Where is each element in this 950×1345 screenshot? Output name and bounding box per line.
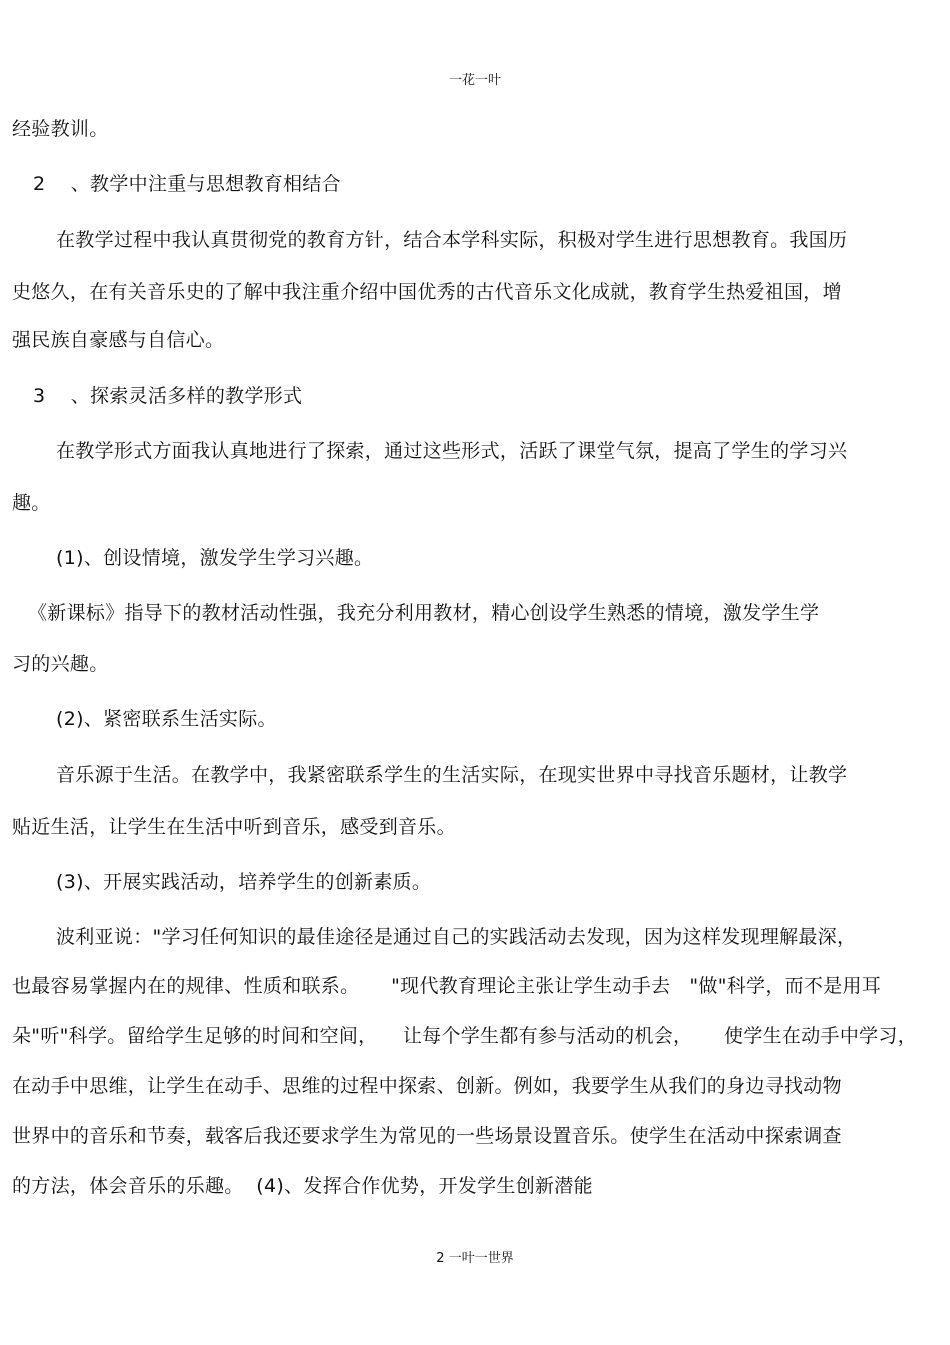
subsection-heading: (3)、开展实践活动，培养学生的创新素质。 [56,871,432,893]
body-line: 《新课标》指导下的教材活动性强，我充分利用教材，精心创设学生熟悉的情境，激发学生学 [28,602,820,624]
body-line: 也最容易掌握内在的规律、性质和联系。 "现代教育理论主张让学生动手去 "做"科学，而不是用耳 [12,975,882,997]
body-line: 在教学过程中我认真贯彻党的教育方针，结合本学科实际，积极对学生进行思想教育。我国历 [56,229,848,251]
section-heading: 3 、探索灵活多样的教学形式 [33,385,303,407]
section-heading: 2 、教学中注重与思想教育相结合 [33,173,341,195]
subsection-heading: (2)、紧密联系生活实际。 [56,708,277,730]
body-line: 音乐源于生活。在教学中，我紧密联系学生的生活实际，在现实世界中寻找音乐题材，让教学 [56,764,848,786]
page-footer: 2 一叶一世界 [436,1251,514,1266]
body-line: 习的兴趣。 [12,653,109,675]
body-line: 经验教训。 [12,118,109,140]
body-line: 在动手中思维，让学生在动手、思维的过程中探索、创新。例如，我要学生从我们的身边寻找动物 [12,1075,842,1097]
body-line: 贴近生活，让学生在生活中听到音乐，感受到音乐。 [12,816,456,838]
body-line: 波利亚说："学习任何知识的最佳途径是通过自己的实践活动去发现，因为这样发现理解最深， [56,926,857,948]
body-line: 强民族自豪感与自信心。 [12,329,225,351]
body-line: 世界中的音乐和节奏，载客后我还要求学生为常见的一些场景设置音乐。使学生在活动中探索调查 [12,1125,842,1147]
page-header: 一花一叶 [448,73,501,88]
body-line: 在教学形式方面我认真地进行了探索，通过这些形式，活跃了课堂气氛，提高了学生的学习兴 [56,440,848,462]
subsection-heading: (1)、创设情境，激发学生学习兴趣。 [56,547,374,569]
body-line: 朵"听"科学。留给学生足够的时间和空间， 让每个学生都有参与活动的机会， 使学生在动手中学习， [12,1025,918,1047]
body-line: 的方法，体会音乐的乐趣。 (4)、发挥合作优势，开发学生创新潜能 [12,1175,593,1197]
body-line: 史悠久，在有关音乐史的了解中我注重介绍中国优秀的古代音乐文化成就，教育学生热爱祖国，增 [12,281,842,303]
body-line: 趣。 [12,492,51,514]
